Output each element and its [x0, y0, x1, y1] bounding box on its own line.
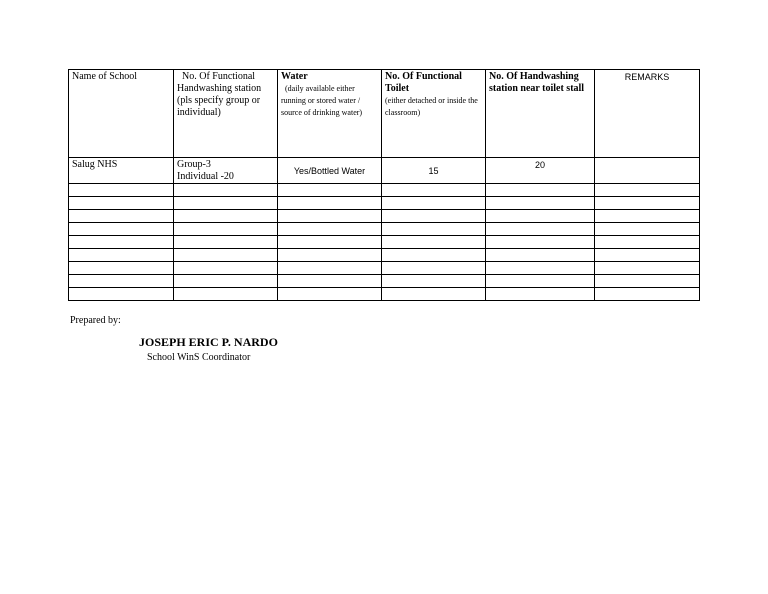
empty-cell — [69, 184, 174, 197]
empty-cell — [278, 223, 382, 236]
empty-cell — [382, 288, 486, 301]
header-handwash: No. Of Functional Handwashing station (pls specify group or individual) — [174, 70, 278, 158]
header-toilet: No. Of Functional Toilet (either detached or inside the classroom) — [382, 70, 486, 158]
empty-cell — [595, 249, 700, 262]
empty-cell — [278, 236, 382, 249]
cell-handwash: Group-3 Individual -20 — [174, 158, 278, 184]
empty-cell — [595, 210, 700, 223]
empty-cell — [174, 249, 278, 262]
empty-cell — [382, 210, 486, 223]
empty-cell — [595, 184, 700, 197]
empty-cell — [174, 288, 278, 301]
table-row — [69, 288, 700, 301]
empty-cell — [174, 197, 278, 210]
table-row — [69, 158, 700, 184]
empty-cell — [595, 197, 700, 210]
empty-cell — [69, 249, 174, 262]
header-near-toilet: No. Of Handwashing station near toilet stall — [486, 70, 595, 158]
empty-cell — [69, 236, 174, 249]
table-row — [69, 236, 700, 249]
header-water: Water (daily available either running or stored water / source of drinking water) — [278, 70, 382, 158]
empty-cell — [486, 262, 595, 275]
empty-cell — [382, 249, 486, 262]
table-row — [69, 275, 700, 288]
table-row — [69, 197, 700, 210]
empty-cell — [595, 288, 700, 301]
header-school: Name of School — [69, 70, 174, 158]
table-row — [69, 184, 700, 197]
empty-cell — [174, 223, 278, 236]
cell-water: Yes/Bottled Water — [278, 158, 382, 184]
empty-cell — [69, 262, 174, 275]
empty-cell — [382, 197, 486, 210]
empty-cell — [69, 210, 174, 223]
empty-cell — [382, 184, 486, 197]
empty-cell — [174, 210, 278, 223]
signer-title: School WinS Coordinator — [147, 352, 251, 363]
table-row — [69, 249, 700, 262]
empty-cell — [382, 236, 486, 249]
empty-cell — [595, 275, 700, 288]
empty-cell — [595, 262, 700, 275]
empty-cell — [486, 210, 595, 223]
prepared-by-label: Prepared by: — [70, 315, 121, 326]
table-row — [69, 210, 700, 223]
table-row — [69, 223, 700, 236]
empty-cell — [382, 262, 486, 275]
empty-cell — [69, 275, 174, 288]
empty-cell — [278, 288, 382, 301]
empty-cell — [69, 223, 174, 236]
empty-cell — [278, 210, 382, 223]
empty-cell — [174, 236, 278, 249]
empty-cell — [486, 288, 595, 301]
empty-cell — [278, 249, 382, 262]
header-row — [69, 70, 700, 158]
cell-school: Salug NHS — [69, 158, 174, 184]
wins-report-table — [68, 69, 699, 292]
empty-cell — [486, 249, 595, 262]
empty-cell — [69, 197, 174, 210]
empty-cell — [486, 223, 595, 236]
empty-cell — [486, 236, 595, 249]
empty-cell — [595, 223, 700, 236]
empty-cell — [278, 184, 382, 197]
cell-near-toilet: 20 — [486, 158, 595, 184]
empty-cell — [595, 236, 700, 249]
table-row — [69, 262, 700, 275]
cell-toilet: 15 — [382, 158, 486, 184]
empty-cell — [174, 262, 278, 275]
empty-cell — [486, 275, 595, 288]
signer-name: JOSEPH ERIC P. NARDO — [139, 335, 278, 349]
empty-cell — [278, 197, 382, 210]
empty-cell — [278, 262, 382, 275]
empty-cell — [382, 223, 486, 236]
empty-cell — [486, 197, 595, 210]
empty-cell — [69, 288, 174, 301]
empty-cell — [174, 184, 278, 197]
empty-cell — [486, 184, 595, 197]
empty-cell — [278, 275, 382, 288]
cell-remarks — [595, 158, 700, 184]
empty-cell — [382, 275, 486, 288]
header-remarks: REMARKS — [595, 70, 700, 158]
empty-cell — [174, 275, 278, 288]
